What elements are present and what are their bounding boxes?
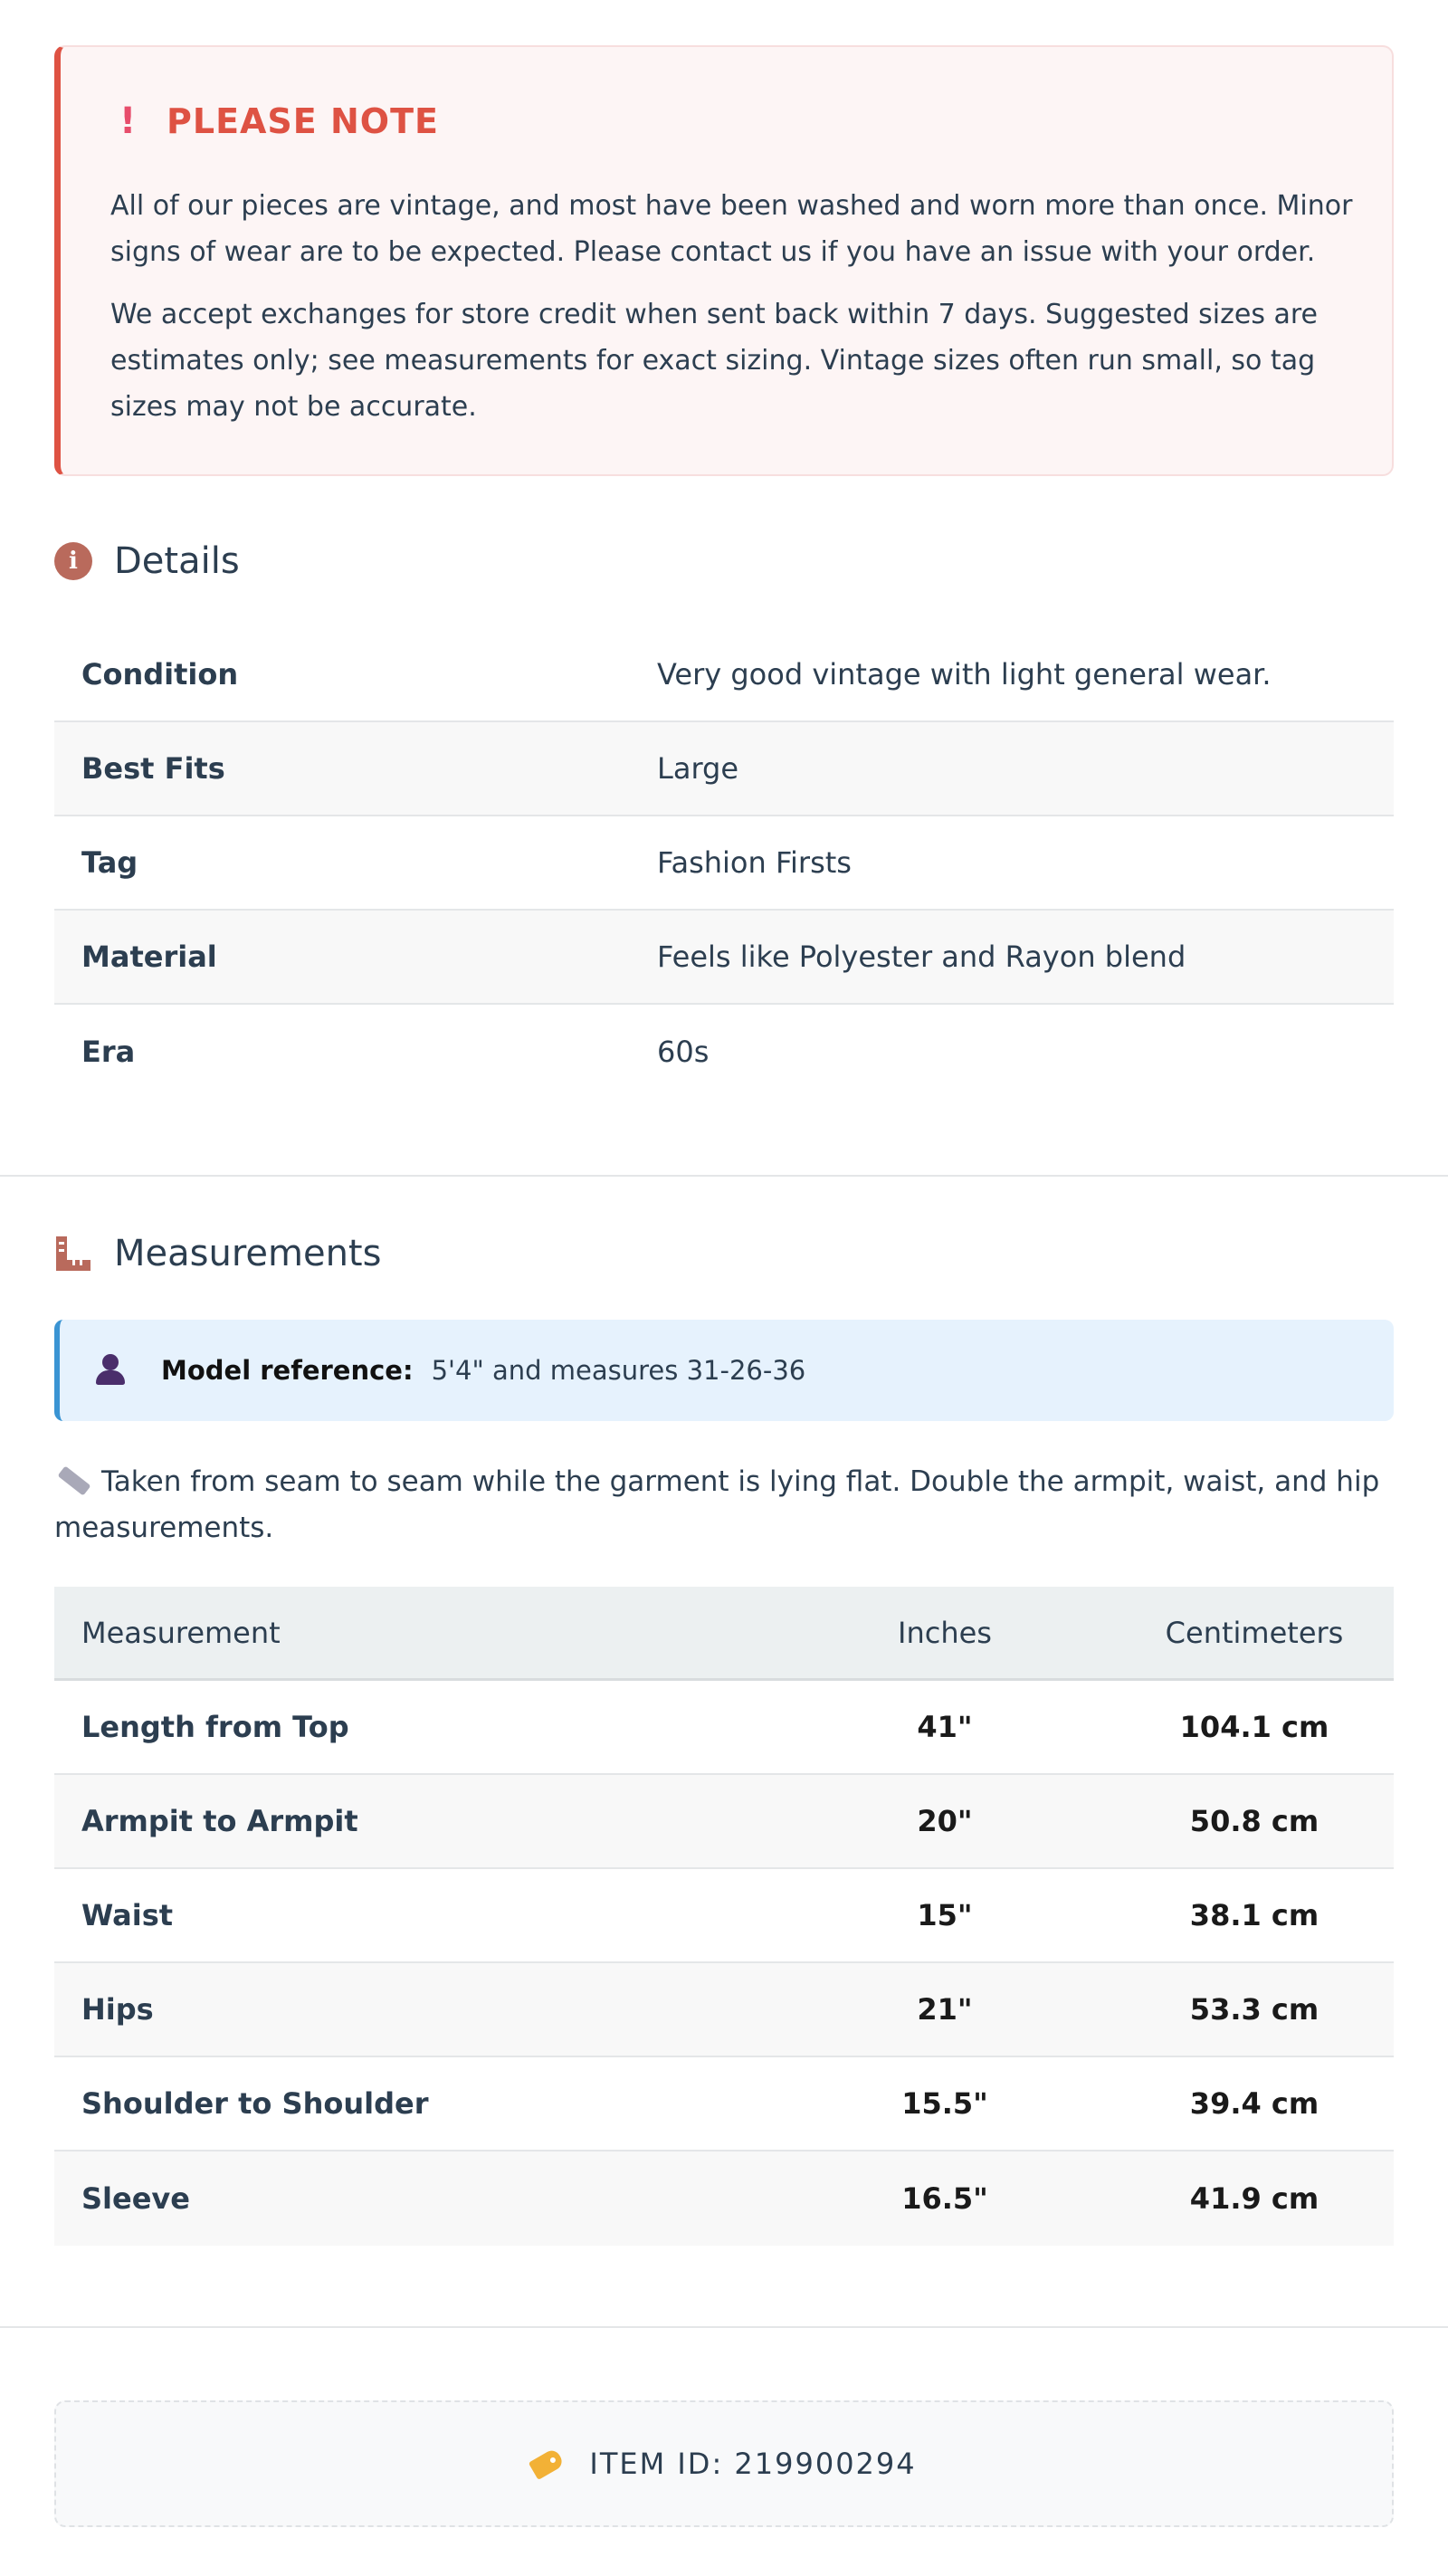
table-row bbox=[54, 1963, 1394, 2057]
measurement-cm: 41.9 cm bbox=[1189, 2181, 1319, 2216]
details-label: Best Fits bbox=[81, 751, 225, 786]
measurement-cm: 53.3 cm bbox=[1189, 1992, 1319, 2027]
details-row-best-fits bbox=[54, 722, 1394, 816]
measurement-inches: 21" bbox=[917, 1992, 973, 2027]
item-id-label: ITEM ID: 219900294 bbox=[589, 2447, 917, 2481]
model-reference-label: Model reference: bbox=[161, 1355, 414, 1386]
measurement-name: Shoulder to Shoulder bbox=[81, 2086, 429, 2121]
measurements-table bbox=[54, 1587, 1394, 2246]
details-label: Era bbox=[81, 1035, 136, 1069]
measurement-cm: 39.4 cm bbox=[1189, 2086, 1319, 2121]
measurement-inches: 16.5" bbox=[901, 2181, 988, 2216]
notice-paragraph-exchanges: We accept exchanges for store credit when sent back within 7 days. Suggested sizes are estimates only; see measurements for exact sizing. Vintage sizes often run small, so tag sizes may not be accurate. bbox=[110, 299, 1319, 423]
table-row bbox=[54, 2057, 1394, 2151]
section-divider bbox=[0, 1175, 1448, 1177]
model-reference-value: 5'4" and measures 31-26-36 bbox=[431, 1355, 806, 1386]
measurement-inches: 20" bbox=[917, 1804, 973, 1838]
table-row bbox=[54, 1869, 1394, 1963]
column-header-measurement: Measurement bbox=[81, 1615, 281, 1650]
details-label: Condition bbox=[81, 657, 239, 692]
section-divider bbox=[0, 2326, 1448, 2328]
exclamation-icon: ! bbox=[119, 100, 137, 142]
details-value: 60s bbox=[657, 1035, 710, 1069]
details-row-era bbox=[54, 1005, 1394, 1099]
details-value: Large bbox=[657, 751, 739, 786]
details-header bbox=[54, 540, 240, 582]
measurement-inches: 15" bbox=[917, 1898, 973, 1932]
notice-paragraph-wear: All of our pieces are vintage, and most have been washed and worn more than once. Minor signs of wear are to be expected. Please contact us if you have an issue with your order. bbox=[110, 190, 1353, 268]
measurement-note-text: Taken from seam to seam while the garment is lying flat. Double the armpit, waist, and hip measurements. bbox=[54, 1465, 1380, 1544]
measurement-cm: 50.8 cm bbox=[1189, 1804, 1319, 1838]
ruler-icon bbox=[54, 1235, 92, 1273]
details-value: Feels like Polyester and Rayon blend bbox=[657, 940, 1186, 974]
measurement-name: Armpit to Armpit bbox=[81, 1804, 358, 1838]
measurement-name: Waist bbox=[81, 1898, 174, 1932]
tag-icon bbox=[529, 2447, 565, 2480]
measurements-table-header bbox=[54, 1587, 1394, 1681]
details-title: Details bbox=[114, 540, 240, 582]
details-row-material bbox=[54, 911, 1394, 1005]
details-row-tag bbox=[54, 816, 1394, 911]
measurement-inches: 41" bbox=[917, 1710, 973, 1744]
measurement-note bbox=[54, 1459, 1394, 1551]
details-value: Fashion Firsts bbox=[657, 845, 852, 880]
please-note-box bbox=[54, 45, 1394, 476]
person-icon bbox=[94, 1354, 127, 1387]
table-row bbox=[54, 2151, 1394, 2246]
measurement-name: Hips bbox=[81, 1992, 154, 2027]
details-table bbox=[54, 628, 1394, 1099]
measurement-name: Length from Top bbox=[81, 1710, 349, 1744]
please-note-title: PLEASE NOTE bbox=[167, 101, 439, 141]
column-header-inches: Inches bbox=[898, 1615, 992, 1650]
measurement-name: Sleeve bbox=[81, 2181, 190, 2216]
item-id-box bbox=[54, 2400, 1394, 2527]
measurements-header bbox=[54, 1233, 381, 1274]
details-row-condition bbox=[54, 628, 1394, 722]
details-value: Very good vintage with light general wear. bbox=[657, 657, 1272, 692]
column-header-centimeters: Centimeters bbox=[1165, 1615, 1344, 1650]
table-row bbox=[54, 1681, 1394, 1775]
details-label: Material bbox=[81, 940, 217, 974]
measurement-cm: 38.1 cm bbox=[1189, 1898, 1319, 1932]
model-reference-box bbox=[54, 1320, 1394, 1421]
pencil-icon bbox=[58, 1465, 91, 1495]
details-label: Tag bbox=[81, 845, 138, 880]
measurement-inches: 15.5" bbox=[901, 2086, 988, 2121]
please-note-header bbox=[119, 100, 439, 143]
info-icon: i bbox=[54, 542, 92, 580]
table-row bbox=[54, 1775, 1394, 1869]
measurements-title: Measurements bbox=[114, 1233, 382, 1274]
measurement-cm: 104.1 cm bbox=[1179, 1710, 1329, 1744]
